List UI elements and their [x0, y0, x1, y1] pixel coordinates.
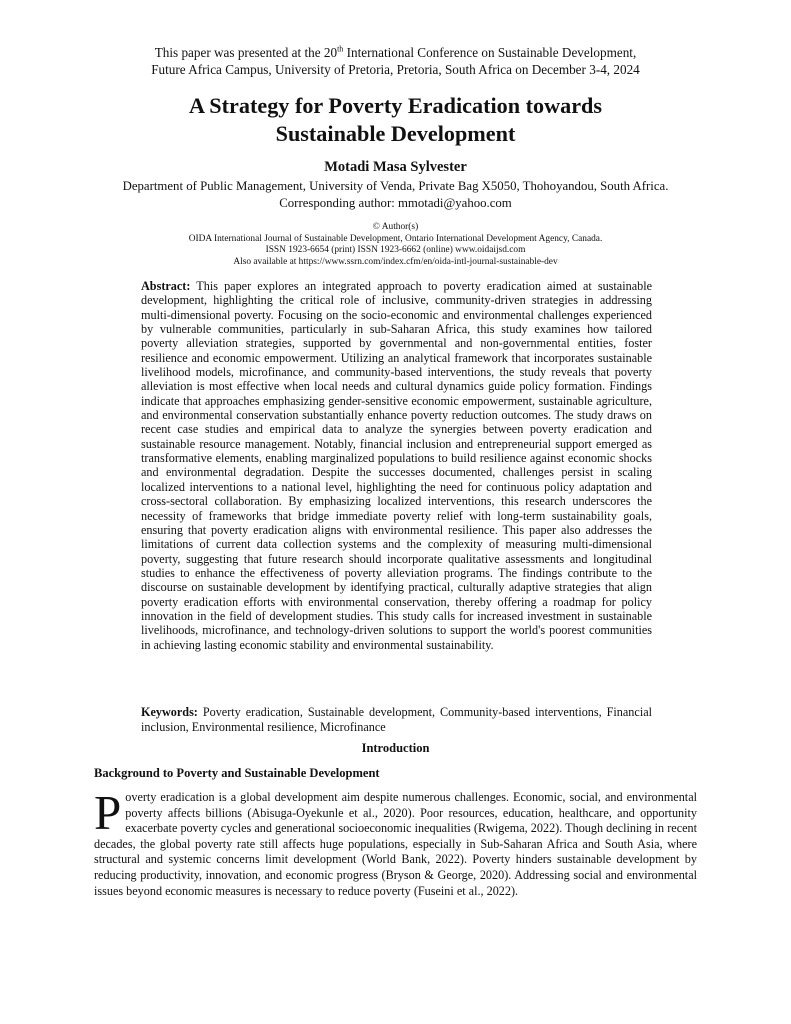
- author-affiliation: Department of Public Management, University of Venda, Private Bag X5050, Thohoyandou, South Africa.: [122, 179, 669, 193]
- keywords-label: Keywords:: [141, 705, 198, 719]
- section-heading-introduction: Introduction: [361, 741, 430, 755]
- abstract-label: Abstract:: [141, 279, 191, 293]
- author-affiliation-block: [60, 178, 731, 212]
- drop-cap: P: [94, 785, 122, 840]
- copyright-line: © Author(s): [372, 222, 419, 232]
- conference-text-b: International Conference on Sustainable Development,: [343, 45, 637, 60]
- intro-paragraph-text: overty eradication is a global development aim despite numerous challenges. Economic, social, and environmental poverty affects billions (Abisuga-Oyekunle et al., 2020). Poor resources, education, healthcare, and opportunity exacerbate poverty cycles and generational socioeconomic inequalities (Rwigema, 2022). Though declining in recent decades, the global poverty rate still affects huge populations, especially in Sub-Saharan Africa and South Asia, where structural and systemic concerns limit development (World Bank, 2022). Poverty hinders sustainable development by reducing productivity, innovation, and economic progress (Bryson & George, 2020). Addressing social and environmental issues beyond economic measures is necessary to reduce poverty (Fuseini et al., 2022).: [94, 790, 697, 898]
- abstract-text: This paper explores an integrated approach to poverty eradication aimed at sustainable development, highlighting the critical role of inclusive, community-driven strategies in addressing multi-dimensional poverty. Focusing on the socio-economic and environmental challenges experienced by vulnerable communities, particularly in sub-Saharan Africa, this study examines how tailored poverty alleviation strategies, supported by governmental and non-governmental entities, foster resilience and economic empowerment. Utilizing an analytical framework that incorporates sustainable livelihood models, microfinance, and community-based interventions, the study reveals that poverty alleviation is most effective when local needs and cultural dynamics guide policy formation. Findings indicate that approaches emphasizing gender-sensitive economic empowerment, sustainable agriculture, and environmental conservation substantially enhance poverty reduction outcomes. The study draws on recent case studies and empirical data to analyze the synergies between poverty eradication and sustainable resource management. Notably, financial inclusion and entrepreneurial support emerged as transformative elements, enabling marginalized populations to build resilience against economic shocks and environmental degradation. Despite the successes documented, challenges persist in scaling localized interventions to a national level, highlighting the need for continuous policy adaptation and cross-sectoral collaboration. By emphasizing localized interventions, this research underscores the necessity of frameworks that bridge immediate poverty relief with long-term sustainability goals, ensuring that poverty eradication aligns with environmental resilience. This paper also addresses the limitations of current data collection systems and the complexity of measuring multi-dimensional poverty, suggesting that future research should incorporate qualitative assessments and longitudinal studies to enhance the effectiveness of poverty alleviation programs. The findings contribute to the discourse on sustainable development by identifying practical, culturally adaptive strategies that align poverty eradication efforts with environmental conservation, thereby offering a roadmap for policy innovation in the field of development studies. This study calls for increased investment in sustainable livelihoods, microfinance, and technology-driven solutions to support the world's poorest communities in achieving lasting economic stability and environmental sustainability.: [141, 279, 652, 652]
- title-line-1: A Strategy for Poverty Eradication towards: [188, 93, 603, 118]
- conference-line-1: [60, 44, 731, 61]
- conference-line-2: Future Africa Campus, University of Pretoria, Pretoria, South Africa on December 3-4, 2024: [151, 62, 640, 77]
- copyright-block: [60, 222, 731, 268]
- availability-line: Also available at https://www.ssrn.com/index.cfm/en/oida-intl-journal-sustainable-dev: [233, 256, 558, 267]
- paper-title: [80, 92, 711, 148]
- subsection-heading: Background to Poverty and Sustainable Development: [94, 766, 380, 780]
- conference-superscript: th: [337, 44, 344, 54]
- author-name: Motadi Masa Sylvester: [324, 159, 467, 175]
- abstract: [141, 279, 652, 652]
- title-line-2: Sustainable Development: [275, 121, 516, 146]
- journal-line: OIDA International Journal of Sustainable Development, Ontario International Development Agency, Canada.: [188, 233, 603, 244]
- issn-line: ISSN 1923-6654 (print) ISSN 1923-6662 (online) www.oidaijsd.com: [265, 245, 526, 255]
- keywords: [141, 705, 652, 735]
- conference-note: [60, 44, 731, 78]
- conference-text-a: This paper was presented at the 20: [154, 45, 338, 60]
- intro-paragraph: [94, 785, 697, 899]
- keywords-text: Poverty eradication, Sustainable development, Community-based interventions, Financial inclusion, Environmental resilience, Microfinance: [141, 705, 652, 734]
- corresponding-author: Corresponding author: mmotadi@yahoo.com: [279, 196, 512, 210]
